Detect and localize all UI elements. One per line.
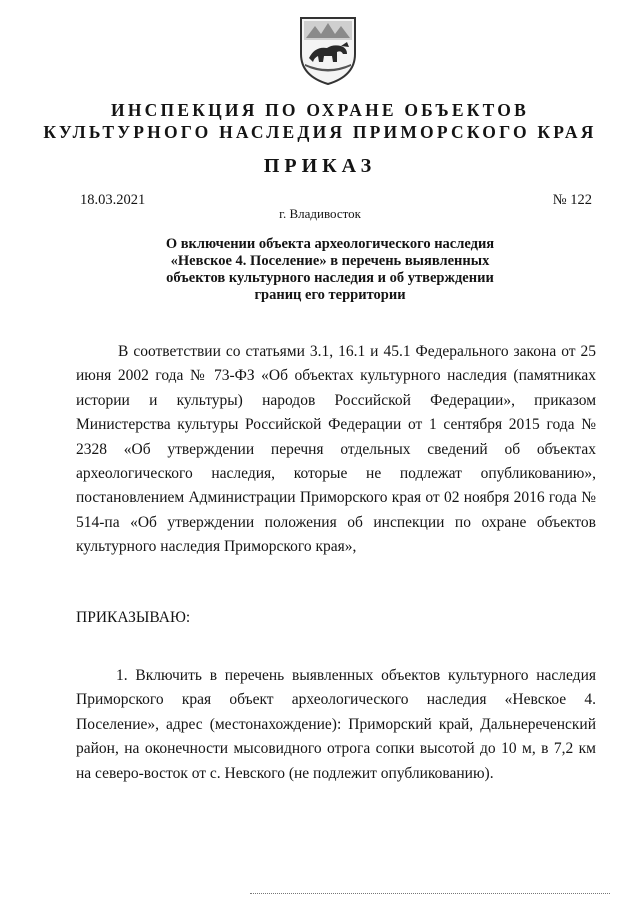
preamble-paragraph: В соответствии со статьями 3.1, 16.1 и 45.1 Федерального закона от 25 июня 2002 года № 73-ФЗ «Об объектах культурного наследия (памятниках истории и культуры) народов Российской Федерации», приказом Министерства культуры Российской Федерации от 1 сентября 2015 года № 2328 «Об утверждении перечня отдельных сведений об объектах археологического наследия, которые не подлежат опубликованию», постановлением Администрации Приморского края от 02 ноября 2016 года № 514-па «Об утверждении положения об инспекции по охране объектов культурного наследия Приморского края», (76, 343, 596, 556)
subject-line: «Невское 4. Поселение» в перечень выявленных (170, 253, 490, 269)
order-word: ПРИКАЗЫВАЮ: (76, 609, 191, 626)
document-subject (120, 236, 540, 304)
subject-line: границ его территории (254, 287, 406, 303)
document-date: 18.03.2021 (80, 192, 146, 208)
document-place: г. Владивосток (279, 206, 361, 221)
page-bottom-dotted-line (250, 893, 610, 894)
primorsky-krai-coat-of-arms-icon (297, 14, 359, 86)
document-type-title: ПРИКАЗ (263, 155, 377, 177)
organization-name-line-2: КУЛЬТУРНОГО НАСЛЕДИЯ ПРИМОРСКОГО КРАЯ (43, 122, 597, 142)
order-item-1: 1. Включить в перечень выявленных объектов культурного наследия Приморского края объект археологического наследия «Невское 4. Поселение», адрес (местонахождение): Приморский край, Дальнереченский район, на оконечности мысовидного отрога сопки высотой до 10 м, в 7,2 км на северо-восток от с. Невского (не подлежит опубликованию). (76, 667, 596, 782)
subject-line: О включении объекта археологического наследия (165, 236, 495, 252)
organization-name-line-1: ИНСПЕКЦИЯ ПО ОХРАНЕ ОБЪЕКТОВ (111, 100, 529, 120)
document-number: № 122 (552, 192, 592, 208)
subject-line: объектов культурного наследия и об утверждении (166, 270, 494, 286)
